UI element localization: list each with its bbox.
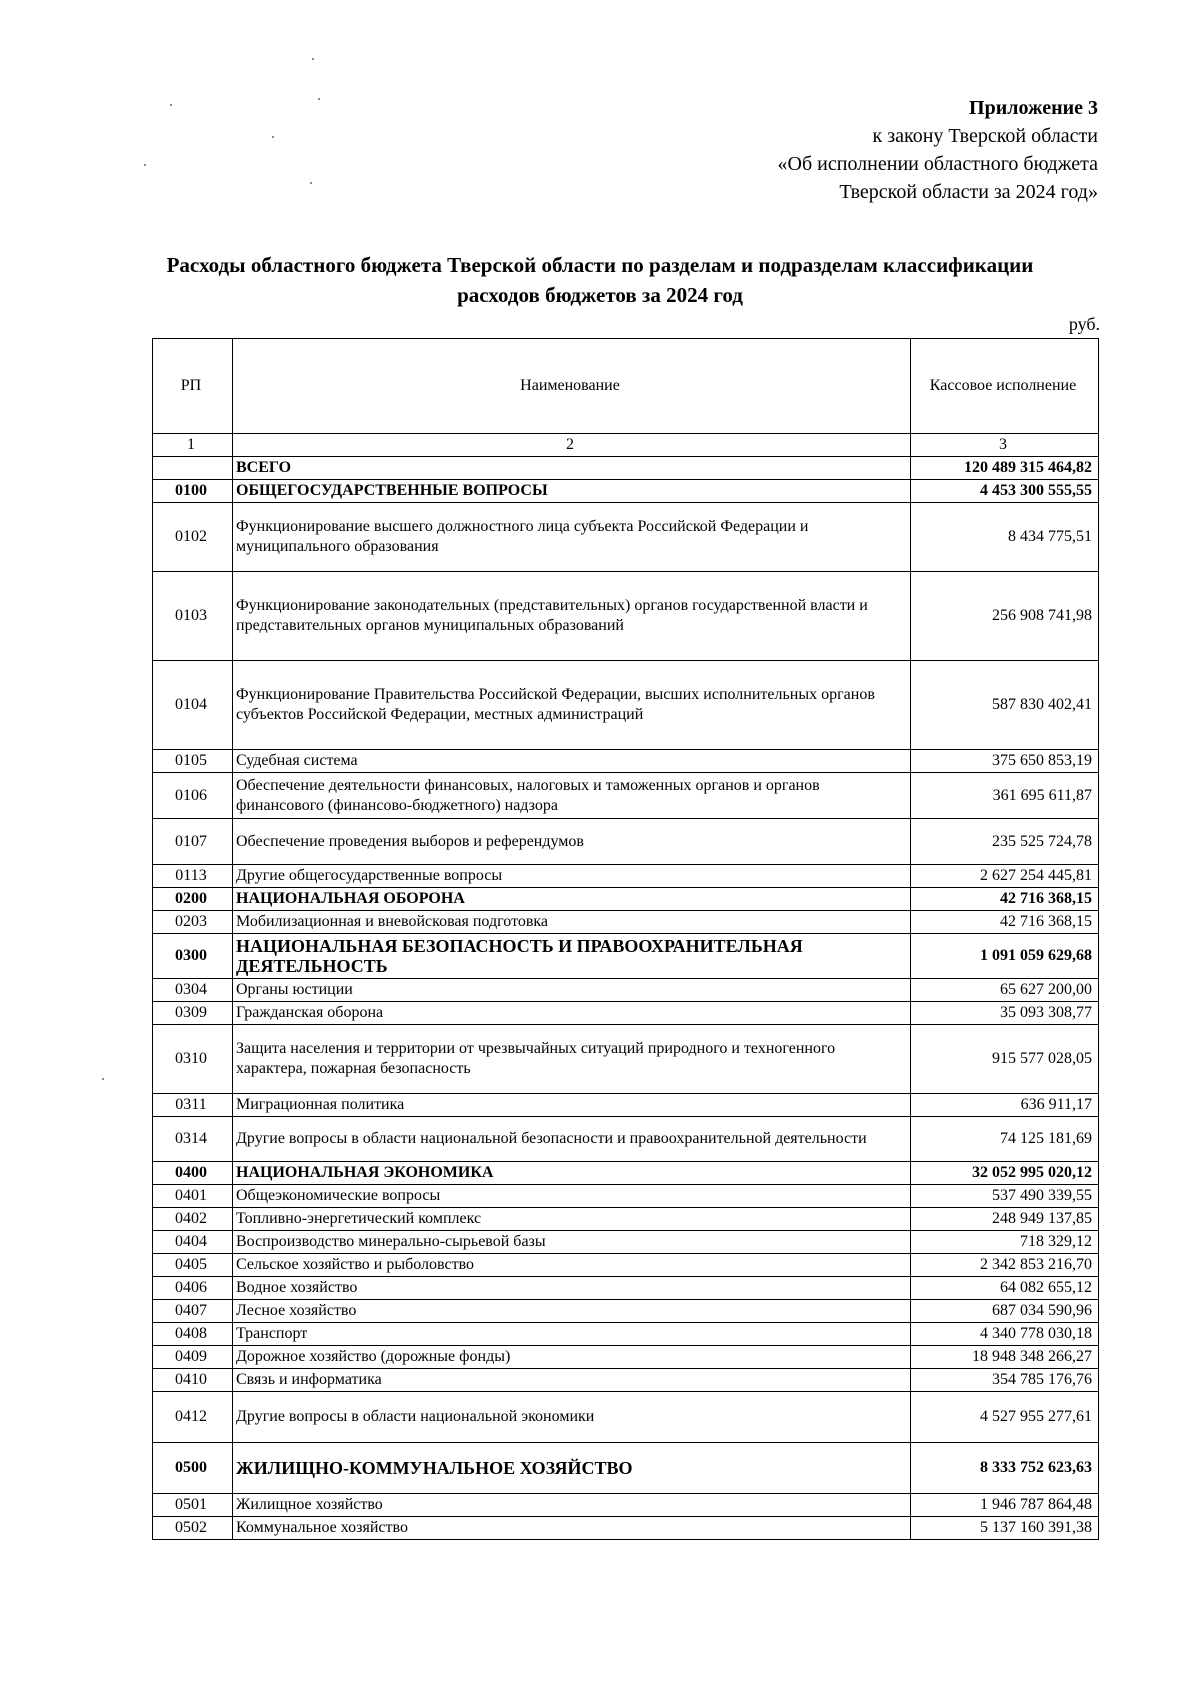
row-name: Общеэкономические вопросы <box>233 1185 911 1208</box>
row-amount: 687 034 590,96 <box>911 1300 1099 1323</box>
scan-speck <box>272 136 274 138</box>
row-name: Другие общегосударственные вопросы <box>233 865 911 888</box>
column-number-3: 3 <box>911 434 1099 457</box>
row-code: 0203 <box>153 911 233 934</box>
row-amount: 235 525 724,78 <box>911 819 1099 865</box>
row-amount: 354 785 176,76 <box>911 1369 1099 1392</box>
row-amount: 2 627 254 445,81 <box>911 865 1099 888</box>
title-line-1: Расходы областного бюджета Тверской области по разделам и подразделам классификации <box>166 253 1034 277</box>
row-code: 0500 <box>153 1443 233 1494</box>
row-amount: 8 333 752 623,63 <box>911 1443 1099 1494</box>
row-code: 0310 <box>153 1025 233 1094</box>
row-amount: 18 948 348 266,27 <box>911 1346 1099 1369</box>
table-row <box>153 865 1099 888</box>
row-amount: 915 577 028,05 <box>911 1025 1099 1094</box>
table-row <box>153 1346 1099 1369</box>
table-row <box>153 661 1099 750</box>
row-name: Связь и информатика <box>233 1369 911 1392</box>
row-code: 0406 <box>153 1277 233 1300</box>
row-code: 0400 <box>153 1162 233 1185</box>
table-row <box>153 911 1099 934</box>
row-name: Сельское хозяйство и рыболовство <box>233 1254 911 1277</box>
row-name: Миграционная политика <box>233 1094 911 1117</box>
row-amount: 361 695 611,87 <box>911 773 1099 819</box>
row-code: 0401 <box>153 1185 233 1208</box>
table-row <box>153 1277 1099 1300</box>
row-code: 0300 <box>153 934 233 979</box>
scan-speck <box>170 104 172 106</box>
table-row <box>153 1025 1099 1094</box>
table-row <box>153 1208 1099 1231</box>
row-amount: 4 340 778 030,18 <box>911 1323 1099 1346</box>
table-row <box>153 480 1099 503</box>
row-amount: 537 490 339,55 <box>911 1185 1099 1208</box>
table-row <box>153 1185 1099 1208</box>
row-amount: 64 082 655,12 <box>911 1277 1099 1300</box>
row-code: 0103 <box>153 572 233 661</box>
row-name: Воспроизводство минерально-сырьевой базы <box>233 1231 911 1254</box>
table-row <box>153 773 1099 819</box>
row-code: 0102 <box>153 503 233 572</box>
document-title <box>0 250 1200 310</box>
row-code: 0412 <box>153 1392 233 1443</box>
row-amount: 4 453 300 555,55 <box>911 480 1099 503</box>
row-code: 0408 <box>153 1323 233 1346</box>
row-amount: 74 125 181,69 <box>911 1117 1099 1162</box>
scan-speck <box>312 58 314 60</box>
table-row <box>153 888 1099 911</box>
row-amount: 65 627 200,00 <box>911 979 1099 1002</box>
row-code: 0309 <box>153 1002 233 1025</box>
row-name: ОБЩЕГОСУДАРСТВЕННЫЕ ВОПРОСЫ <box>233 480 911 503</box>
appendix-law-year: Тверской области за 2024 год» <box>839 181 1098 203</box>
row-name: НАЦИОНАЛЬНАЯ ЭКОНОМИКА <box>233 1162 911 1185</box>
row-name: Топливно-энергетический комплекс <box>233 1208 911 1231</box>
row-code: 0402 <box>153 1208 233 1231</box>
scan-speck <box>144 164 146 166</box>
header-amount: Кассовое исполнение <box>911 339 1099 434</box>
table-row <box>153 934 1099 979</box>
row-amount: 1 091 059 629,68 <box>911 934 1099 979</box>
column-number-1: 1 <box>153 434 233 457</box>
row-name: Обеспечение проведения выборов и референдумов <box>233 819 911 865</box>
row-code: 0410 <box>153 1369 233 1392</box>
table-row <box>153 819 1099 865</box>
table-row <box>153 1117 1099 1162</box>
table-row <box>153 1231 1099 1254</box>
row-code: 0104 <box>153 661 233 750</box>
row-code: 0100 <box>153 480 233 503</box>
scan-speck <box>102 1078 104 1080</box>
row-name: Обеспечение деятельности финансовых, налоговых и таможенных органов и органов финансового (финансово-бюджетного) надзора <box>233 773 911 819</box>
row-code: 0200 <box>153 888 233 911</box>
row-code: 0107 <box>153 819 233 865</box>
row-amount: 256 908 741,98 <box>911 572 1099 661</box>
row-code: 0106 <box>153 773 233 819</box>
column-number-2: 2 <box>233 434 911 457</box>
table-header-row <box>153 339 1099 434</box>
row-name: Лесное хозяйство <box>233 1300 911 1323</box>
row-amount: 1 946 787 864,48 <box>911 1494 1099 1517</box>
column-number-row <box>153 434 1099 457</box>
row-amount: 2 342 853 216,70 <box>911 1254 1099 1277</box>
table-row <box>153 457 1099 480</box>
row-code: 0105 <box>153 750 233 773</box>
table-row <box>153 1300 1099 1323</box>
row-name: Гражданская оборона <box>233 1002 911 1025</box>
row-name: Судебная система <box>233 750 911 773</box>
scan-speck <box>310 182 312 184</box>
table-row <box>153 979 1099 1002</box>
appendix-law-line: к закону Тверской области <box>872 125 1098 147</box>
table-row <box>153 1443 1099 1494</box>
row-code: 0405 <box>153 1254 233 1277</box>
row-code <box>153 457 233 480</box>
table-row <box>153 1517 1099 1540</box>
row-name: Коммунальное хозяйство <box>233 1517 911 1540</box>
row-name: Функционирование законодательных (представительных) органов государственной власти и представительных органов муниципальных образований <box>233 572 911 661</box>
row-name: НАЦИОНАЛЬНАЯ БЕЗОПАСНОСТЬ И ПРАВООХРАНИТЕЛЬНАЯ ДЕЯТЕЛЬНОСТЬ <box>233 934 911 979</box>
appendix-title: Приложение 3 <box>969 97 1098 119</box>
row-code: 0409 <box>153 1346 233 1369</box>
table-row <box>153 503 1099 572</box>
row-amount: 120 489 315 464,82 <box>911 457 1099 480</box>
row-code: 0113 <box>153 865 233 888</box>
row-name: Другие вопросы в области национальной безопасности и правоохранительной деятельности <box>233 1117 911 1162</box>
row-name: Мобилизационная и вневойсковая подготовка <box>233 911 911 934</box>
row-amount: 636 911,17 <box>911 1094 1099 1117</box>
appendix-law-name: «Об исполнении областного бюджета <box>777 153 1098 175</box>
row-name: ВСЕГО <box>233 457 911 480</box>
row-amount: 32 052 995 020,12 <box>911 1162 1099 1185</box>
table-row <box>153 1392 1099 1443</box>
row-amount: 718 329,12 <box>911 1231 1099 1254</box>
table-row <box>153 1494 1099 1517</box>
row-amount: 35 093 308,77 <box>911 1002 1099 1025</box>
table-row <box>153 1094 1099 1117</box>
table-row <box>153 1002 1099 1025</box>
row-name: НАЦИОНАЛЬНАЯ ОБОРОНА <box>233 888 911 911</box>
table-row <box>153 1369 1099 1392</box>
row-name: Функционирование высшего должностного лица субъекта Российской Федерации и муниципального образования <box>233 503 911 572</box>
row-code: 0311 <box>153 1094 233 1117</box>
row-code: 0407 <box>153 1300 233 1323</box>
table-row <box>153 750 1099 773</box>
row-name: Органы юстиции <box>233 979 911 1002</box>
row-name: Дорожное хозяйство (дорожные фонды) <box>233 1346 911 1369</box>
row-name: Другие вопросы в области национальной экономики <box>233 1392 911 1443</box>
title-line-2: расходов бюджетов за 2024 год <box>457 283 743 307</box>
row-amount: 5 137 160 391,38 <box>911 1517 1099 1540</box>
row-name: Жилищное хозяйство <box>233 1494 911 1517</box>
row-name: ЖИЛИЩНО-КОММУНАЛЬНОЕ ХОЗЯЙСТВО <box>233 1443 911 1494</box>
row-name: Функционирование Правительства Российской Федерации, высших исполнительных органов субъектов Российской Федерации, местных администраций <box>233 661 911 750</box>
appendix-header <box>778 94 1098 206</box>
row-name: Водное хозяйство <box>233 1277 911 1300</box>
currency-unit: руб. <box>1068 314 1100 334</box>
row-code: 0404 <box>153 1231 233 1254</box>
row-amount: 248 949 137,85 <box>911 1208 1099 1231</box>
table-row <box>153 572 1099 661</box>
header-name: Наименование <box>233 339 911 434</box>
row-code: 0501 <box>153 1494 233 1517</box>
row-name: Защита населения и территории от чрезвычайных ситуаций природного и техногенного характера, пожарная безопасность <box>233 1025 911 1094</box>
row-amount: 8 434 775,51 <box>911 503 1099 572</box>
row-amount: 375 650 853,19 <box>911 750 1099 773</box>
row-amount: 4 527 955 277,61 <box>911 1392 1099 1443</box>
table-row <box>153 1254 1099 1277</box>
scan-speck <box>318 98 320 100</box>
row-code: 0314 <box>153 1117 233 1162</box>
row-amount: 587 830 402,41 <box>911 661 1099 750</box>
row-code: 0304 <box>153 979 233 1002</box>
row-code: 0502 <box>153 1517 233 1540</box>
table-row <box>153 1162 1099 1185</box>
budget-table <box>152 338 1099 1540</box>
row-amount: 42 716 368,15 <box>911 888 1099 911</box>
row-name: Транспорт <box>233 1323 911 1346</box>
header-code: РП <box>153 339 233 434</box>
table-row <box>153 1323 1099 1346</box>
row-amount: 42 716 368,15 <box>911 911 1099 934</box>
